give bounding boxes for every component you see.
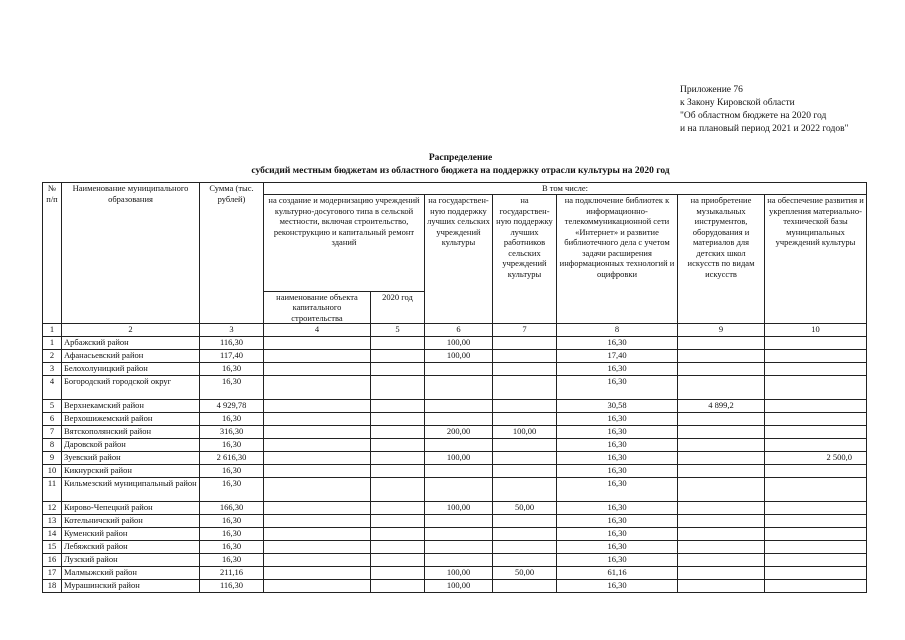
table-row xyxy=(43,452,867,465)
cell-best-workers xyxy=(493,376,557,400)
appendix-line: Приложение 76 xyxy=(680,85,743,95)
cell-best-institutions: 100,00 xyxy=(425,337,493,350)
cell-sum: 16,30 xyxy=(200,528,264,541)
cell-music xyxy=(678,528,765,541)
cell-sum: 117,40 xyxy=(200,350,264,363)
cell-music xyxy=(678,350,765,363)
cell-best-institutions xyxy=(425,515,493,528)
cell-sum: 116,30 xyxy=(200,337,264,350)
column-index: 10 xyxy=(765,324,867,337)
cell-municipality: Вятскополянский район xyxy=(62,426,200,439)
cell-capital-year xyxy=(371,363,425,376)
cell-capital-object xyxy=(264,413,371,426)
cell-sum: 4 929,78 xyxy=(200,400,264,413)
cell-sum: 16,30 xyxy=(200,376,264,400)
cell-capital-year xyxy=(371,541,425,554)
cell-best-institutions: 100,00 xyxy=(425,502,493,515)
column-index: 4 xyxy=(264,324,371,337)
appendix-line: и на плановый период 2021 и 2022 годов" xyxy=(680,124,849,134)
header-capital: на создание и модернизацию учреждений культурно-досугового типа в сельской местности, включая строительство, реконструкцию и капитальный ремонт зданий xyxy=(264,195,425,292)
cell-sum: 16,30 xyxy=(200,439,264,452)
cell-municipality: Афанасьевский район xyxy=(62,350,200,363)
cell-material-base xyxy=(765,478,867,502)
cell-capital-object xyxy=(264,439,371,452)
cell-best-workers xyxy=(493,478,557,502)
cell-music xyxy=(678,363,765,376)
cell-capital-year xyxy=(371,478,425,502)
cell-municipality: Даровской район xyxy=(62,439,200,452)
table-row xyxy=(43,400,867,413)
cell-sum: 16,30 xyxy=(200,465,264,478)
cell-best-institutions: 100,00 xyxy=(425,580,493,593)
table-row xyxy=(43,337,867,350)
cell-best-institutions xyxy=(425,439,493,452)
cell-internet: 16,30 xyxy=(557,528,678,541)
cell-best-workers: 50,00 xyxy=(493,567,557,580)
cell-internet: 16,30 xyxy=(557,439,678,452)
cell-best-institutions: 100,00 xyxy=(425,350,493,363)
cell-capital-object xyxy=(264,452,371,465)
cell-number: 12 xyxy=(43,502,62,515)
cell-material-base xyxy=(765,580,867,593)
cell-music xyxy=(678,337,765,350)
cell-capital-year xyxy=(371,376,425,400)
cell-music xyxy=(678,376,765,400)
cell-material-base xyxy=(765,554,867,567)
appendix-line: к Закону Кировской области xyxy=(680,98,795,108)
cell-internet: 16,30 xyxy=(557,580,678,593)
cell-best-workers xyxy=(493,400,557,413)
header-best-workers: на государствен-ную поддержку лучших работников сельских учреждений культуры xyxy=(493,195,557,324)
cell-number: 13 xyxy=(43,515,62,528)
cell-capital-object xyxy=(264,337,371,350)
cell-sum: 16,30 xyxy=(200,413,264,426)
cell-capital-object xyxy=(264,376,371,400)
cell-music xyxy=(678,515,765,528)
document-title: Распределение xyxy=(428,153,493,163)
column-index: 7 xyxy=(493,324,557,337)
cell-capital-object xyxy=(264,515,371,528)
cell-internet: 16,30 xyxy=(557,541,678,554)
header-including: В том числе: xyxy=(264,183,867,195)
table-row xyxy=(43,376,867,400)
cell-capital-year xyxy=(371,413,425,426)
column-index: 5 xyxy=(371,324,425,337)
cell-municipality: Малмыжский район xyxy=(62,567,200,580)
cell-number: 18 xyxy=(43,580,62,593)
cell-sum: 211,16 xyxy=(200,567,264,580)
cell-capital-year xyxy=(371,567,425,580)
cell-material-base: 2 500,0 xyxy=(765,452,867,465)
cell-capital-year xyxy=(371,337,425,350)
cell-best-workers xyxy=(493,465,557,478)
cell-internet: 16,30 xyxy=(557,515,678,528)
cell-internet: 16,30 xyxy=(557,478,678,502)
cell-best-institutions xyxy=(425,400,493,413)
cell-sum: 16,30 xyxy=(200,554,264,567)
cell-capital-year xyxy=(371,465,425,478)
cell-material-base xyxy=(765,426,867,439)
cell-internet: 30,58 xyxy=(557,400,678,413)
cell-music xyxy=(678,478,765,502)
cell-number: 3 xyxy=(43,363,62,376)
cell-music xyxy=(678,465,765,478)
cell-best-institutions: 200,00 xyxy=(425,426,493,439)
cell-material-base xyxy=(765,337,867,350)
cell-music xyxy=(678,452,765,465)
cell-material-base xyxy=(765,541,867,554)
cell-best-institutions xyxy=(425,528,493,541)
cell-best-workers xyxy=(493,452,557,465)
column-index: 2 xyxy=(62,324,200,337)
cell-capital-object xyxy=(264,363,371,376)
cell-capital-year xyxy=(371,439,425,452)
cell-internet: 17,40 xyxy=(557,350,678,363)
cell-capital-object xyxy=(264,350,371,363)
cell-capital-year xyxy=(371,452,425,465)
cell-best-institutions xyxy=(425,554,493,567)
cell-sum: 16,30 xyxy=(200,363,264,376)
cell-municipality: Богородский городской округ xyxy=(62,376,200,400)
cell-material-base xyxy=(765,567,867,580)
cell-number: 7 xyxy=(43,426,62,439)
cell-municipality: Зуевский район xyxy=(62,452,200,465)
cell-best-workers xyxy=(493,541,557,554)
header-capital-object: наименование объекта капитального строительства xyxy=(264,291,371,324)
table-row xyxy=(43,413,867,426)
table-row xyxy=(43,426,867,439)
cell-capital-object xyxy=(264,478,371,502)
cell-municipality: Кильмезский муниципальный район xyxy=(62,478,200,502)
cell-capital-object xyxy=(264,426,371,439)
cell-capital-object xyxy=(264,400,371,413)
table-row xyxy=(43,541,867,554)
cell-music xyxy=(678,502,765,515)
column-index: 3 xyxy=(200,324,264,337)
cell-best-workers xyxy=(493,528,557,541)
cell-material-base xyxy=(765,439,867,452)
cell-sum: 16,30 xyxy=(200,478,264,502)
cell-municipality: Белохолуницкий район xyxy=(62,363,200,376)
cell-internet: 16,30 xyxy=(557,502,678,515)
cell-sum: 116,30 xyxy=(200,580,264,593)
appendix-line: "Об областном бюджете на 2020 год xyxy=(680,111,827,121)
cell-best-workers: 100,00 xyxy=(493,426,557,439)
cell-number: 4 xyxy=(43,376,62,400)
header-capital-year: 2020 год xyxy=(371,291,425,324)
cell-sum: 16,30 xyxy=(200,541,264,554)
cell-number: 17 xyxy=(43,567,62,580)
cell-material-base xyxy=(765,502,867,515)
cell-municipality: Котельничский район xyxy=(62,515,200,528)
cell-capital-year xyxy=(371,350,425,363)
cell-capital-year xyxy=(371,554,425,567)
header-sum: Сумма (тыс. рублей) xyxy=(200,183,264,324)
cell-number: 1 xyxy=(43,337,62,350)
table-row xyxy=(43,439,867,452)
column-index-row xyxy=(43,324,867,337)
cell-number: 14 xyxy=(43,528,62,541)
cell-sum: 2 616,30 xyxy=(200,452,264,465)
cell-number: 10 xyxy=(43,465,62,478)
cell-internet: 16,30 xyxy=(557,376,678,400)
table-row xyxy=(43,515,867,528)
cell-best-workers xyxy=(493,580,557,593)
cell-capital-object xyxy=(264,528,371,541)
cell-capital-object xyxy=(264,502,371,515)
column-index: 6 xyxy=(425,324,493,337)
cell-material-base xyxy=(765,350,867,363)
cell-capital-object xyxy=(264,554,371,567)
cell-best-workers xyxy=(493,413,557,426)
cell-municipality: Мурашинский район xyxy=(62,580,200,593)
cell-music xyxy=(678,567,765,580)
cell-capital-year xyxy=(371,528,425,541)
cell-sum: 166,30 xyxy=(200,502,264,515)
column-index: 1 xyxy=(43,324,62,337)
cell-municipality: Лебяжский район xyxy=(62,541,200,554)
cell-material-base xyxy=(765,376,867,400)
cell-number: 15 xyxy=(43,541,62,554)
cell-best-institutions: 100,00 xyxy=(425,452,493,465)
cell-internet: 16,30 xyxy=(557,452,678,465)
cell-best-institutions xyxy=(425,376,493,400)
cell-number: 5 xyxy=(43,400,62,413)
cell-material-base xyxy=(765,363,867,376)
cell-municipality: Лузский район xyxy=(62,554,200,567)
cell-best-institutions xyxy=(425,478,493,502)
cell-best-workers xyxy=(493,363,557,376)
cell-number: 6 xyxy=(43,413,62,426)
cell-capital-year xyxy=(371,502,425,515)
cell-sum: 316,30 xyxy=(200,426,264,439)
table-row xyxy=(43,502,867,515)
cell-capital-object xyxy=(264,465,371,478)
cell-internet: 16,30 xyxy=(557,363,678,376)
cell-number: 9 xyxy=(43,452,62,465)
table-row xyxy=(43,554,867,567)
cell-music xyxy=(678,439,765,452)
cell-best-workers xyxy=(493,350,557,363)
cell-capital-object xyxy=(264,541,371,554)
cell-material-base xyxy=(765,400,867,413)
cell-best-institutions xyxy=(425,465,493,478)
cell-material-base xyxy=(765,413,867,426)
header-internet: на подключение библиотек к информационно-телекоммуникационной сети «Интернет» и развитие библиотечного дела с учетом задачи расширения информационных технологий и оцифровки xyxy=(557,195,678,324)
cell-municipality: Кикнурский район xyxy=(62,465,200,478)
table-row xyxy=(43,478,867,502)
cell-capital-object xyxy=(264,567,371,580)
header-best-institutions: на государствен-ную поддержку лучших сельских учреждений культуры xyxy=(425,195,493,324)
cell-capital-object xyxy=(264,580,371,593)
cell-sum: 16,30 xyxy=(200,515,264,528)
cell-capital-year xyxy=(371,580,425,593)
cell-municipality: Арбажский район xyxy=(62,337,200,350)
cell-capital-year xyxy=(371,515,425,528)
table-row xyxy=(43,567,867,580)
table-row xyxy=(43,528,867,541)
cell-best-institutions xyxy=(425,363,493,376)
column-index: 9 xyxy=(678,324,765,337)
table-row xyxy=(43,580,867,593)
cell-material-base xyxy=(765,465,867,478)
cell-internet: 16,30 xyxy=(557,337,678,350)
cell-municipality: Куменский район xyxy=(62,528,200,541)
cell-material-base xyxy=(765,515,867,528)
cell-capital-year xyxy=(371,426,425,439)
document-subtitle: субсидий местным бюджетам из областного бюджета на поддержку отрасли культуры на 2020 год xyxy=(251,166,670,176)
cell-best-institutions xyxy=(425,541,493,554)
appendix-block xyxy=(680,84,848,136)
header-no: № п/п xyxy=(43,183,62,324)
cell-number: 8 xyxy=(43,439,62,452)
cell-music: 4 899,2 xyxy=(678,400,765,413)
header-material-base: на обеспечение развития и укрепления материально-технической базы муниципальных учреждений культуры xyxy=(765,195,867,324)
cell-best-workers xyxy=(493,515,557,528)
cell-internet: 16,30 xyxy=(557,426,678,439)
cell-music xyxy=(678,426,765,439)
cell-municipality: Верхошижемский район xyxy=(62,413,200,426)
cell-music xyxy=(678,580,765,593)
header-music: на приобретение музыкальных инструментов, оборудования и материалов для детских школ искусств по видам искусств xyxy=(678,195,765,324)
cell-best-institutions: 100,00 xyxy=(425,567,493,580)
subsidy-table xyxy=(42,182,867,593)
cell-best-workers xyxy=(493,337,557,350)
header-name: Наименование муниципального образования xyxy=(62,183,200,324)
table-row xyxy=(43,465,867,478)
cell-music xyxy=(678,554,765,567)
cell-best-workers: 50,00 xyxy=(493,502,557,515)
cell-internet: 16,30 xyxy=(557,465,678,478)
cell-number: 11 xyxy=(43,478,62,502)
cell-music xyxy=(678,541,765,554)
table-row xyxy=(43,363,867,376)
cell-capital-year xyxy=(371,400,425,413)
cell-number: 2 xyxy=(43,350,62,363)
cell-best-workers xyxy=(493,439,557,452)
table-row xyxy=(43,350,867,363)
cell-best-workers xyxy=(493,554,557,567)
cell-internet: 16,30 xyxy=(557,554,678,567)
column-index: 8 xyxy=(557,324,678,337)
cell-number: 16 xyxy=(43,554,62,567)
cell-municipality: Кирово-Чепецкий район xyxy=(62,502,200,515)
cell-music xyxy=(678,413,765,426)
cell-best-institutions xyxy=(425,413,493,426)
cell-material-base xyxy=(765,528,867,541)
cell-internet: 16,30 xyxy=(557,413,678,426)
cell-municipality: Верхнекамский район xyxy=(62,400,200,413)
cell-internet: 61,16 xyxy=(557,567,678,580)
